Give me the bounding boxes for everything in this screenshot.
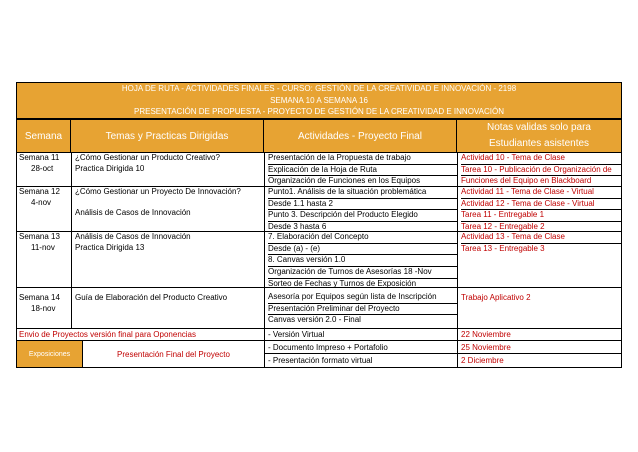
submission-row	[16, 329, 622, 341]
week-label: Semana 12	[19, 187, 60, 196]
activity-line: Punto1. Análisis de la situación problemática	[268, 187, 457, 199]
note-line: Actividad 11 - Tema de Clase - Virtual	[461, 187, 621, 199]
table-row	[16, 232, 622, 288]
presentations-title: Presentación Final del Proyecto	[83, 341, 265, 367]
topics-cell	[72, 153, 265, 186]
presentations-activities	[265, 341, 458, 367]
note-line: Tarea 11 - Entregable 1	[461, 210, 621, 222]
activity-line: Desde 1.1 hasta 2	[268, 199, 457, 211]
header-notas-line1: Notas validas solo para	[487, 122, 591, 133]
topics-cell	[72, 288, 265, 328]
submission-date: 22 Noviembre	[461, 330, 511, 339]
note-line: Actividad 10 - Tema de Clase	[461, 153, 621, 165]
note-line: Tarea 12 - Entregable 2	[461, 222, 545, 231]
notes-cell	[458, 232, 621, 287]
table-row	[16, 187, 622, 232]
header-semana: Semana	[16, 119, 71, 153]
topic-line: ¿Cómo Gestionar un Proyecto De Innovación?	[75, 187, 241, 196]
presentations-dates	[458, 341, 621, 367]
week-date: 28-oct	[31, 163, 54, 173]
week-cell	[17, 153, 72, 186]
activity-line: Desde 3 hasta 6	[268, 222, 327, 231]
roadmap-sheet	[16, 82, 622, 368]
topics-cell	[72, 232, 265, 287]
presentations-row	[16, 341, 622, 368]
activity-line: Desde (a) - (e)	[268, 244, 457, 256]
activity-line: Asesoría por Equipos según lista de Inscripción	[268, 292, 457, 304]
week-date: 11-nov	[31, 242, 55, 252]
activity-line: 8. Canvas versión 1.0	[268, 255, 457, 267]
header-notas	[457, 119, 622, 153]
submission-label: Envio de Proyectos versión final para Oponencias	[17, 329, 265, 340]
week-cell	[17, 187, 72, 231]
presentation-activity: - Presentación formato virtual	[268, 356, 373, 365]
table-row	[16, 288, 622, 329]
topics-cell	[72, 187, 265, 231]
presentation-date: 25 Noviembre	[458, 341, 621, 354]
activity-line: Presentación Preliminar del Proyecto	[268, 304, 457, 316]
submission-activity: - Versión Virtual	[265, 329, 458, 340]
header-actividades: Actividades - Proyecto Final	[264, 119, 457, 153]
notes-cell	[458, 153, 621, 186]
activity-line: Sorteo de Fechas y Turnos de Exposición	[268, 278, 417, 287]
topic-line: ¿Cómo Gestionar un Producto Creativo?	[75, 153, 220, 162]
activity-line: Canvas versión 2.0 - Final	[268, 315, 361, 325]
activity-line: Punto 3. Descripción del Producto Elegido	[268, 210, 457, 222]
activity-line: Explicación de la Hoja de Ruta	[268, 165, 457, 177]
week-date: 4-nov	[31, 197, 52, 207]
activity-line: 7. Elaboración del Concepto	[268, 232, 457, 244]
notes-cell	[458, 288, 621, 328]
notes-cell	[458, 187, 621, 231]
topic-line: Practica Dirigida 10	[75, 163, 145, 173]
banner-subtitle: PRESENTACIÓN DE PROPUESTA - PROYECTO DE GESTIÓN DE LA CREATIVIDAD E INNOVACIÓN	[134, 107, 504, 116]
topic-line	[75, 198, 264, 209]
week-label: Semana 11	[19, 153, 60, 162]
activities-cell	[265, 153, 458, 186]
presentation-date: 2 Diciembre	[461, 356, 504, 365]
note-line: Trabajo Aplicativo 2	[461, 293, 531, 302]
presentations-badge: Exposiciones	[17, 341, 83, 367]
table-row	[16, 153, 622, 187]
activities-cell	[265, 288, 458, 328]
topic-line: Guía de Elaboración del Producto Creativo	[75, 293, 228, 302]
banner-weeks: SEMANA 10 A SEMANA 16	[270, 96, 368, 105]
activities-cell	[265, 232, 458, 287]
activity-line: Organización de Turnos de Asesorías 18 -Nov	[268, 267, 457, 279]
week-label: Semana 14	[19, 293, 60, 302]
week-label: Semana 13	[19, 232, 60, 241]
note-line: Actividad 13 - Tema de Clase	[461, 232, 621, 244]
note-line: Tarea 13 - Entregable 3	[461, 243, 545, 253]
note-line: Actividad 12 - Tema de Clase - Virtual	[461, 199, 621, 211]
presentation-activity: - Documento Impreso + Portafolio	[265, 341, 457, 354]
header-temas: Temas y Practicas Dirigidas	[71, 119, 264, 153]
header-notas-line2: Estudiantes asistentes	[488, 138, 590, 149]
banner-title: HOJA DE RUTA - ACTIVIDADES FINALES - CURSO: GESTIÓN DE LA CREATIVIDAD E INNOVACIÓN - 2198	[121, 84, 517, 93]
activities-cell	[265, 187, 458, 231]
week-date: 18-nov	[31, 303, 56, 313]
note-line: Funciones del Equipo en Blackboard	[461, 176, 592, 186]
topic-line: Análisis de Casos de Innovación	[75, 208, 191, 218]
activity-line: Presentación de la Propuesta de trabajo	[268, 153, 457, 165]
week-cell	[17, 232, 72, 287]
topic-line: Practica Dirigida 13	[75, 242, 145, 252]
note-line: Tarea 10 - Publicación de Organización de	[461, 165, 621, 177]
week-cell	[17, 288, 72, 328]
topic-line: Análisis de Casos de Innovación	[75, 232, 191, 241]
activity-line: Organización de Funciones en los Equipos	[268, 176, 421, 186]
banner	[16, 82, 622, 119]
